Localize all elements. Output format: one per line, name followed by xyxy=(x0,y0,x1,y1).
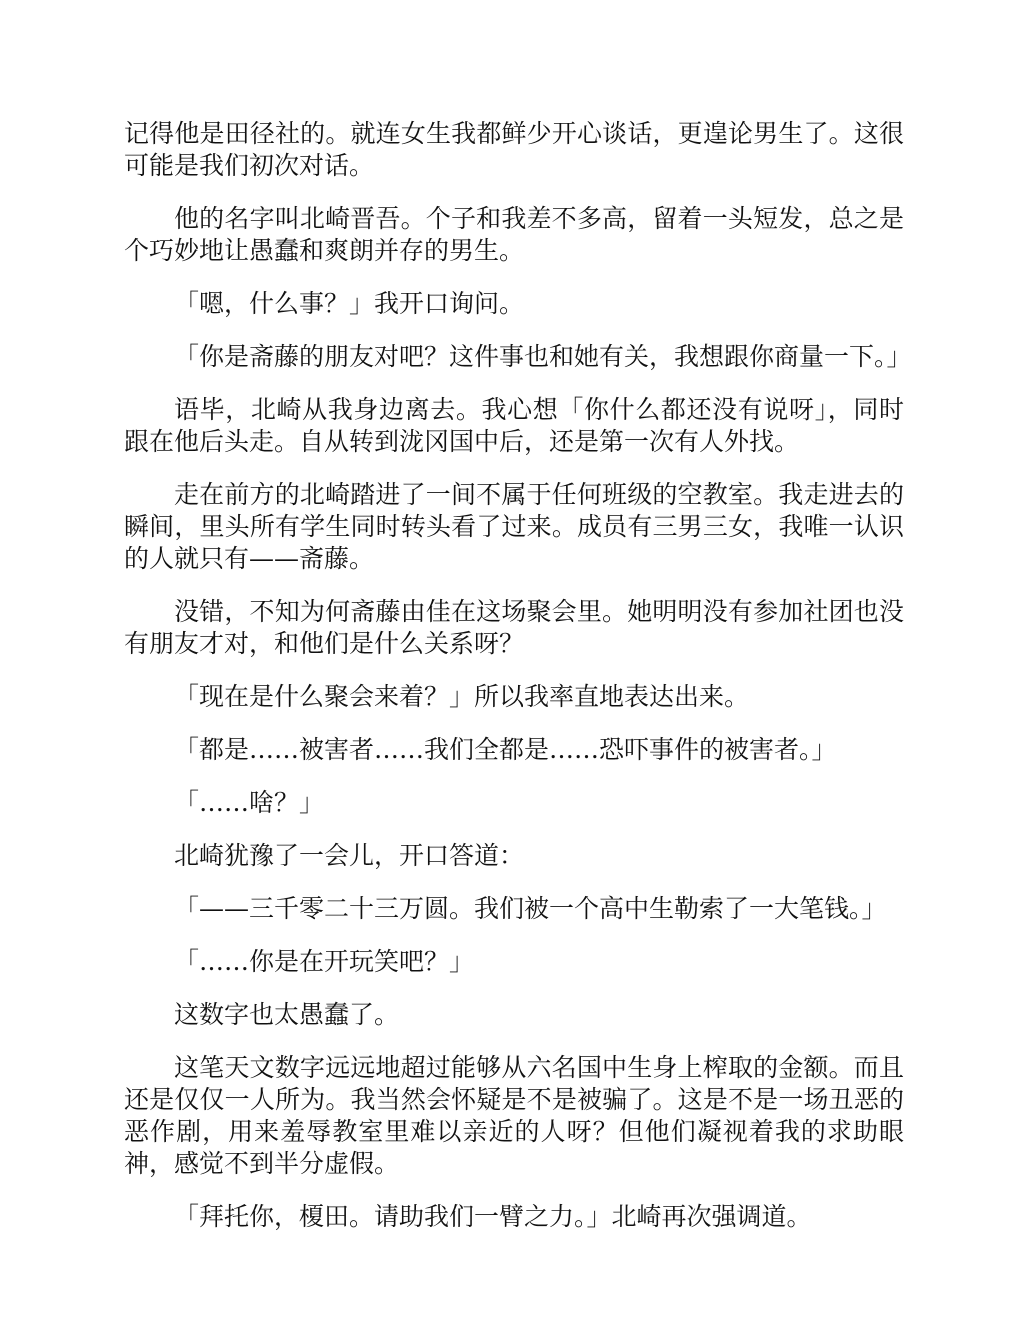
paragraph-7: 没错，不知为何斋藤由佳在这场聚会里。她明明没有参加社团也没有朋友才对，和他们是什么关系呀？ xyxy=(124,597,904,658)
paragraph-10: 「……啥？」 xyxy=(174,788,325,817)
paragraph-11: 北崎犹豫了一会儿，开口答道： xyxy=(174,841,525,870)
paragraph-8: 「现在是什么聚会来着？」所以我率直地表达出来。 xyxy=(174,682,750,711)
paragraph-5: 语毕，北崎从我身边离去。我心想「你什么都还没有说呀」，同时跟在他后头走。自从转到泷冈国中后，还是第一次有人外找。 xyxy=(124,395,904,456)
paragraph-6: 走在前方的北崎踏进了一间不属于任何班级的空教室。我走进去的瞬间，里头所有学生同时转头看了过来。成员有三男三女，我唯一认识的人就只有——斋藤。 xyxy=(124,480,904,573)
paragraph-1: 记得他是田径社的。就连女生我都鲜少开心谈话，更遑论男生了。这很可能是我们初次对话。 xyxy=(124,119,904,180)
paragraph-15: 这笔天文数字远远地超过能够从六名国中生身上榨取的金额。而且还是仅仅一人所为。我当然会怀疑是不是被骗了。这是不是一场丑恶的恶作剧，用来羞辱教室里难以亲近的人呀？但他们凝视着我的求助眼神，感觉不到半分虚假。 xyxy=(124,1053,904,1178)
paragraph-2: 他的名字叫北崎晋吾。个子和我差不多高，留着一头短发，总之是个巧妙地让愚蠢和爽朗并存的男生。 xyxy=(124,204,904,265)
paragraph-12: 「——三千零二十三万圆。我们被一个高中生勒索了一大笔钱。」 xyxy=(174,894,887,923)
paragraph-14: 这数字也太愚蠢了。 xyxy=(174,1000,400,1029)
paragraph-3: 「嗯，什么事？」我开口询问。 xyxy=(174,289,525,318)
paragraph-9: 「都是……被害者……我们全都是……恐吓事件的被害者。」 xyxy=(174,735,837,764)
document-page xyxy=(124,118,912,1233)
paragraph-16: 「拜托你，榎田。请助我们一臂之力。」北崎再次强调道。 xyxy=(174,1202,812,1231)
paragraph-4: 「你是斋藤的朋友对吧？这件事也和她有关，我想跟你商量一下。」 xyxy=(174,342,912,371)
paragraph-13: 「……你是在开玩笑吧？」 xyxy=(174,947,475,976)
